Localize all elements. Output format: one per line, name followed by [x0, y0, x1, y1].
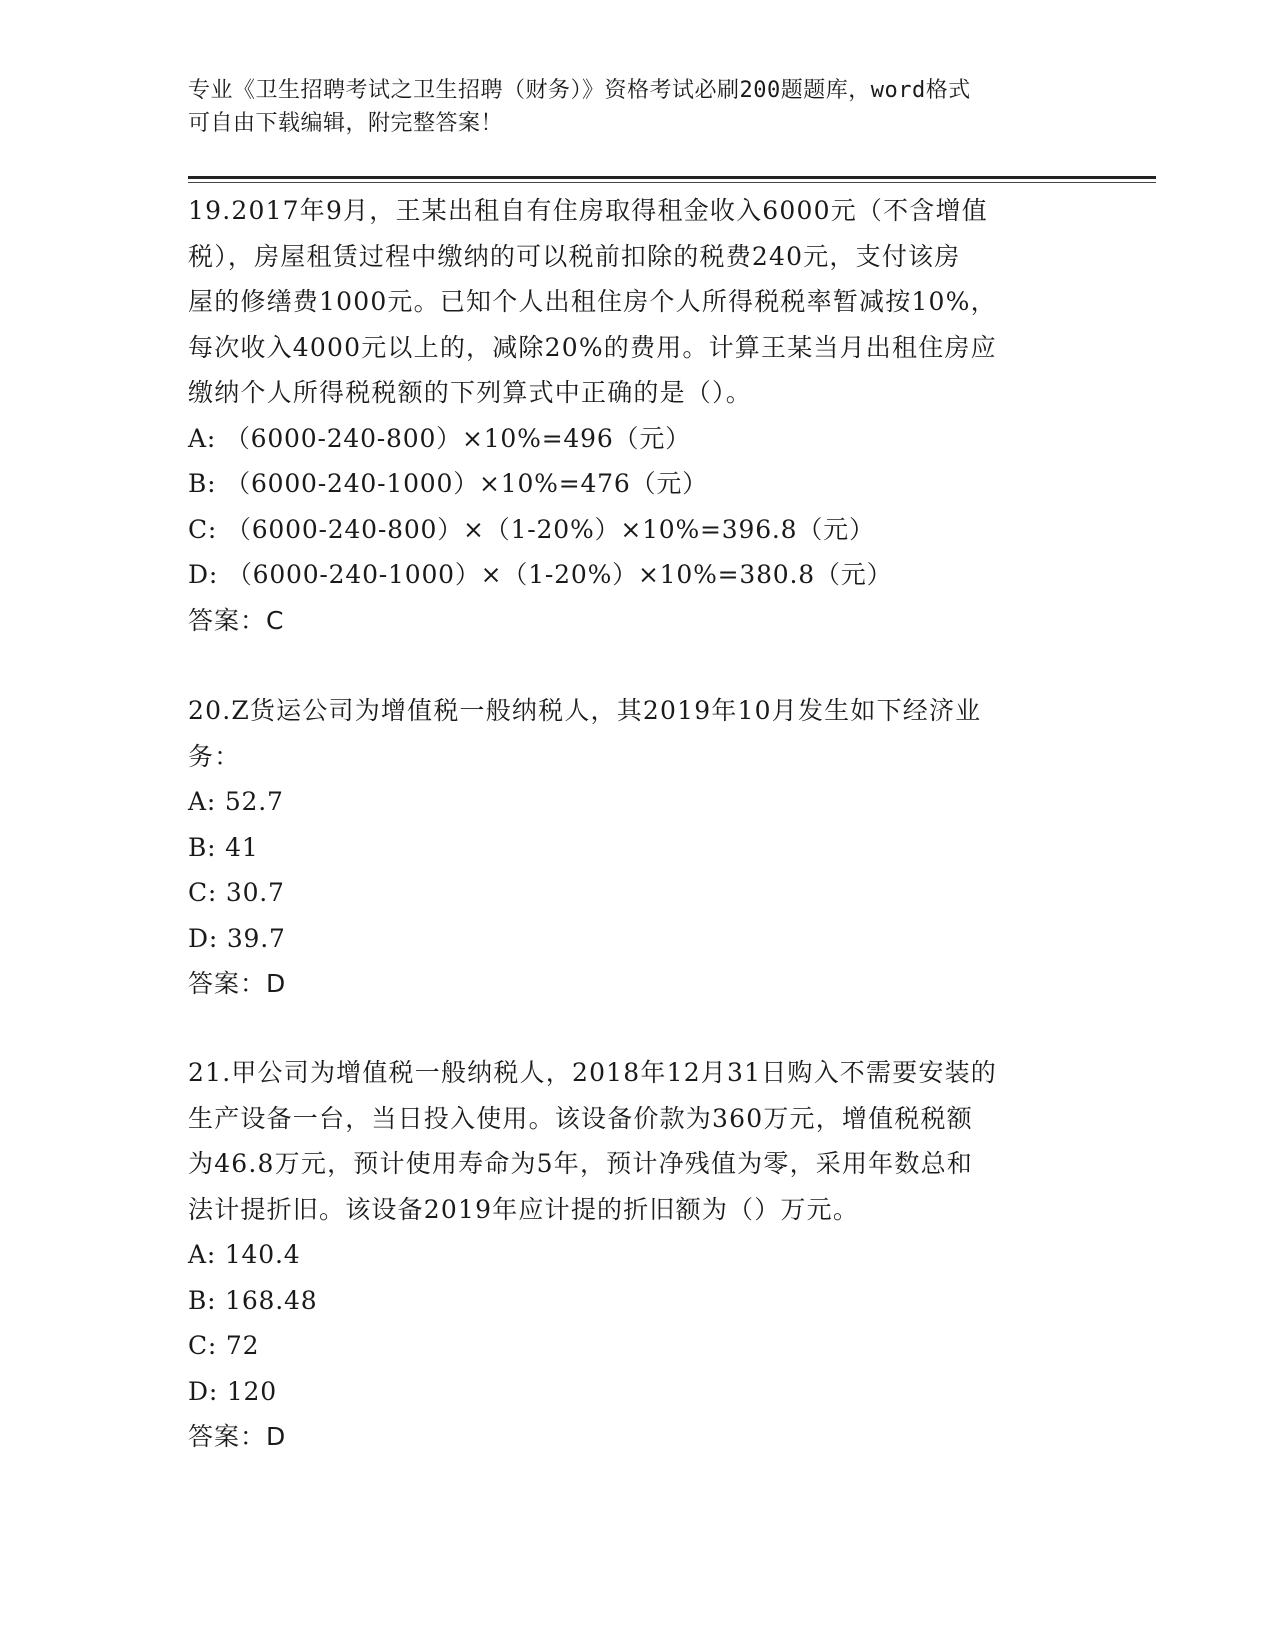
question-stem-line: 19.2017年9月，王某出租自有住房取得租金收入6000元（不含增值: [188, 196, 988, 225]
option-d: D: （6000-240-1000）×（1-20%）×10%=380.8（元）: [188, 560, 893, 589]
question-stem-line: 20.Z货运公司为增值税一般纳税人，其2019年10月发生如下经济业: [188, 696, 982, 725]
question-19: [188, 188, 1088, 643]
option-a: A: （6000-240-800）×10%=496（元）: [188, 423, 691, 453]
header-divider-thin: [188, 182, 1156, 183]
option-d: D: 39.7: [188, 923, 286, 953]
option-b: B: 41: [188, 832, 259, 862]
question-stem-line: 每次收入4000元以上的，减除20%的费用。计算王某当月出租住房应: [188, 332, 997, 362]
option-c: C: 72: [188, 1331, 260, 1360]
header-line-1: 专业《卫生招聘考试之卫生招聘（财务）》资格考试必刷200题题库，word格式: [188, 78, 971, 103]
option-c: C: （6000-240-800）×（1-20%）×10%=396.8（元）: [188, 514, 875, 544]
question-stem-line: 为46.8万元，预计使用寿命为5年，预计净残值为零，采用年数总和: [188, 1149, 973, 1178]
document-header: [188, 74, 1068, 140]
option-b: B: 168.48: [188, 1285, 318, 1315]
option-d: D: 120: [188, 1376, 277, 1406]
question-stem-line: 21.甲公司为增值税一般纳税人，2018年12月31日购入不需要安装的: [188, 1058, 998, 1087]
question-stem-line: 务：: [188, 741, 241, 771]
question-stem-line: 缴纳个人所得税税额的下列算式中正确的是（）。: [188, 378, 752, 407]
header-divider-thick: [188, 176, 1156, 179]
question-20: [188, 688, 1088, 1007]
answer-line: 答案：D: [188, 969, 287, 998]
question-stem-line: 法计提折旧。该设备2019年应计提的折旧额为（）万元。: [188, 1194, 860, 1224]
option-a: A: 140.4: [188, 1240, 301, 1269]
header-line-2: 可自由下载编辑，附完整答案！: [188, 111, 504, 136]
answer-line: 答案：D: [188, 1422, 287, 1451]
option-c: C: 30.7: [188, 878, 285, 907]
answer-line: 答案：C: [188, 605, 285, 635]
question-stem-line: 税），房屋租赁过程中缴纳的可以税前扣除的税费240元，支付该房: [188, 241, 961, 271]
option-b: B: （6000-240-1000）×10%=476（元）: [188, 469, 708, 498]
question-21: [188, 1050, 1088, 1460]
question-stem-line: 生产设备一台，当日投入使用。该设备价款为360万元，增值税税额: [188, 1103, 973, 1133]
option-a: A: 52.7: [188, 787, 284, 816]
question-stem-line: 屋的修缮费1000元。已知个人出租住房个人所得税税率暂减按10%，: [188, 287, 997, 316]
